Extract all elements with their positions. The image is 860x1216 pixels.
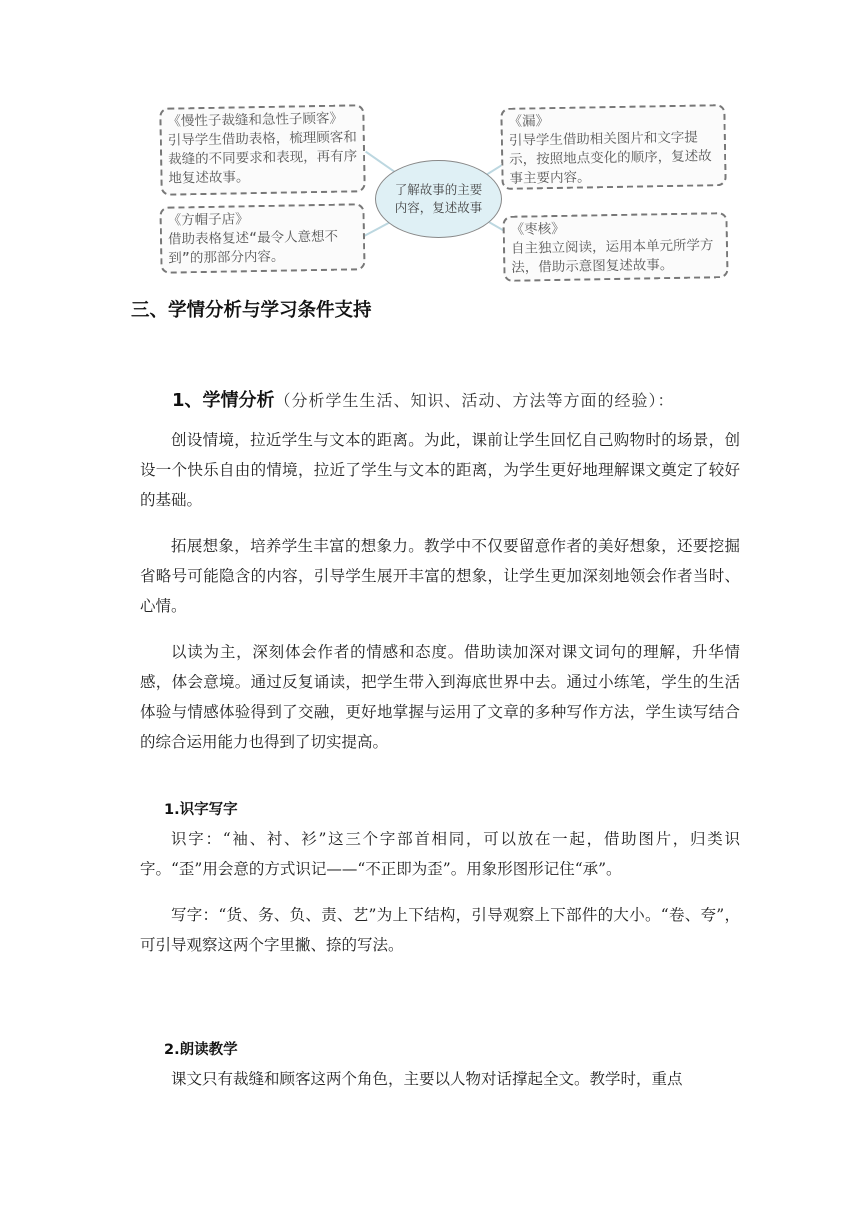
paragraph: 拓展想象，培养学生丰富的想象力。教学中不仅要留意作者的美好想象，还要挖掘省略号可能隐含的内容，引导学生展开丰富的想象，让学生更加深刻地领会作者当时、心情。 — [140, 537, 740, 615]
box-body: 引导学生借助相关图片和文字提示，按照地点变化的顺序，复述故事主要内容。 — [508, 129, 712, 187]
paragraph: 写字：“货、务、负、责、艺”为上下结构，引导观察上下部件的大小。“卷、夸”，可引导观察这两个字里撇、捺的写法。 — [140, 906, 740, 954]
box-title: 《漏》 — [508, 113, 550, 130]
literacy-heading: 1.识字写字 — [164, 802, 238, 818]
diagram-box-date-pit — [502, 212, 728, 282]
box-body: 引导学生借助表格，梳理顾客和裁缝的不同要求和表现，再有序地复述故事。 — [167, 129, 358, 187]
subsection-note: （分析学生生活、知识、活动、方法等方面的经验）： — [274, 391, 675, 410]
box-body: 借助表格复述“最令人意想不到”的那部分内容。 — [167, 228, 339, 267]
diagram-center — [375, 160, 502, 238]
subsection-title: 1、学情分析 — [172, 390, 275, 411]
paragraph: 创设情境，拉近学生与文本的距离。为此，课前让学生回忆自己购物时的场景，创设一个快乐自由的情境，拉近了学生与文本的距离，为学生更好地理解课文奠定了较好的基础。 — [140, 431, 740, 509]
box-title: 《枣核》 — [510, 220, 565, 238]
method-diagram — [160, 100, 730, 282]
diagram-box-leak — [500, 104, 726, 190]
section-heading: 三、学情分析与学习条件支持 — [131, 300, 372, 321]
box-title: 《方帽子店》 — [167, 211, 249, 229]
box-title: 《慢性子裁缝和急性子顾客》 — [167, 110, 344, 130]
diagram-center-text: 了解故事的主要内容，复述故事 — [394, 182, 483, 215]
paragraph: 以读为主，深刻体会作者的情感和态度。借助读加深对课文词句的理解，升华情感，体会意境。通过反复诵读，把学生带入到海底世界中去。通过小练笔，学生的生活体验与情感体验得到了交融，更好地掌握与运用了文章的多种写作方法，学生读写结合的综合运用能力也得到了切实提高。 — [140, 643, 740, 751]
paragraph: 课文只有裁缝和顾客这两个角色，主要以人物对话撑起全文。教学时，重点 — [171, 1070, 683, 1088]
diagram-box-hat-shop — [159, 203, 365, 274]
paragraph: 识字：“袖、衬、衫”这三个字部首相同，可以放在一起，借助图片，归类识字。“歪”用会意的方式识记——“不正即为歪”。用象形图形记住“承”。 — [140, 830, 740, 878]
box-body: 自主独立阅读，运用本单元所学方法，借助示意图复述故事。 — [510, 237, 714, 276]
diagram-box-tailor — [159, 104, 366, 196]
subsection-heading — [172, 386, 675, 412]
reading-heading: 2.朗读教学 — [164, 1042, 238, 1058]
